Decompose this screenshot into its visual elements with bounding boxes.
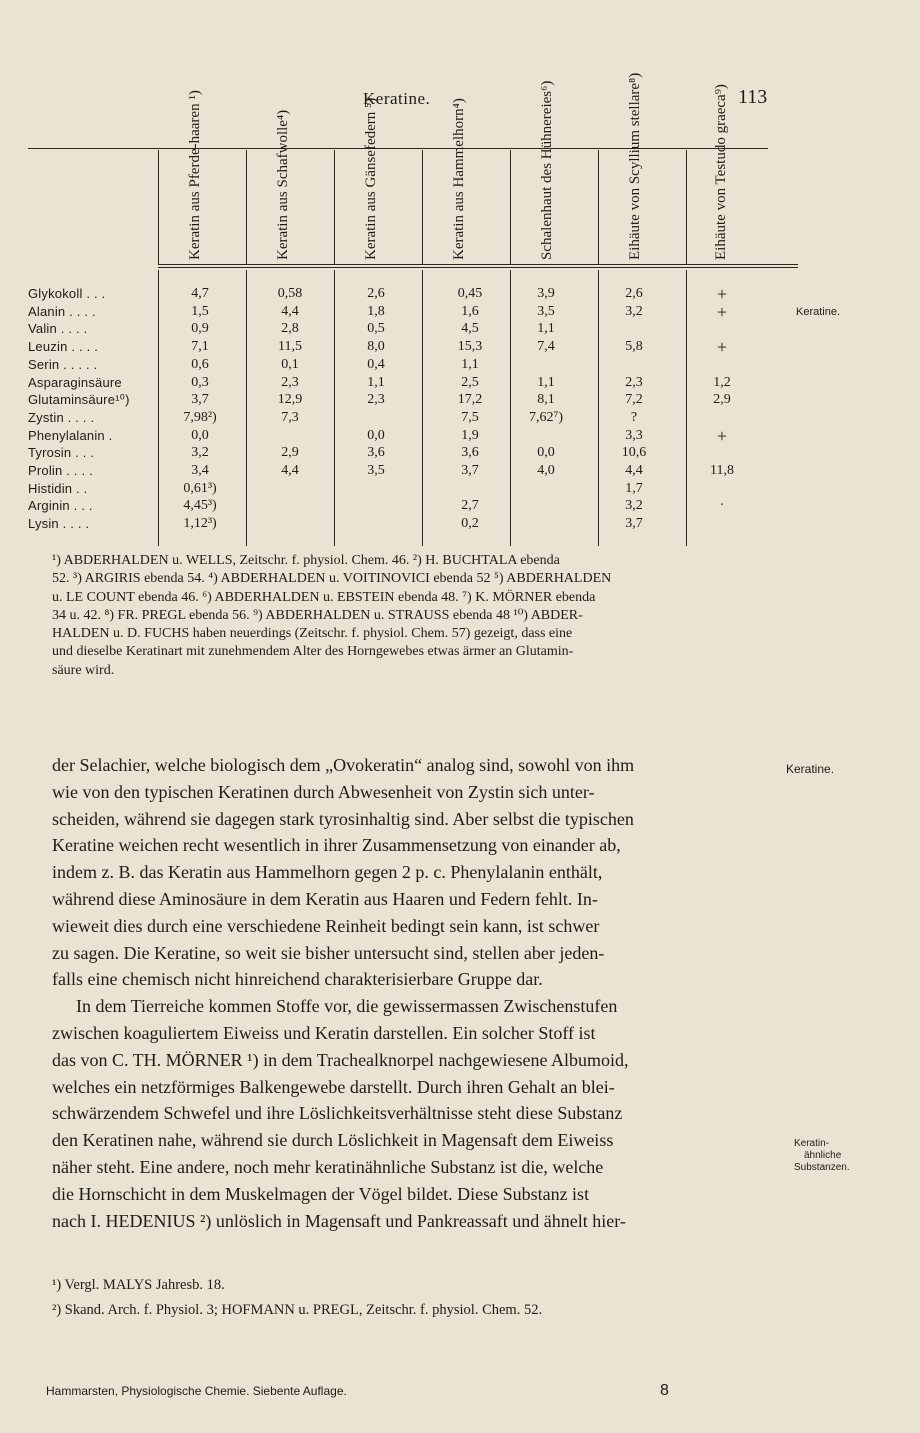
table-cell: 0,61³) <box>183 480 217 496</box>
table-cell: 1,1 <box>537 374 555 390</box>
table-cell: 2,3 <box>367 392 385 408</box>
table-cell: 17,2 <box>457 392 483 408</box>
table-cell: 3,7 <box>461 463 479 478</box>
table-cell: 0,2 <box>461 516 479 532</box>
column-header <box>246 109 335 264</box>
table-cell: 10,6 <box>621 445 647 461</box>
page-footer <box>46 1382 669 1399</box>
table-cell: 4,0 <box>537 463 555 478</box>
table-cell: 2,6 <box>367 286 385 301</box>
margin-note-line: Substanzen. <box>794 1162 850 1173</box>
table-cell: 7,3 <box>281 409 299 425</box>
table-cell: 7,2 <box>625 392 643 408</box>
column-header-text: Keratin aus Hammelhorn⁴) <box>451 98 467 260</box>
table-cell: 0,9 <box>191 321 209 337</box>
table-cell: · <box>719 498 725 514</box>
signature-mark: 8 <box>660 1382 669 1399</box>
table-footnote-line: HALDEN u. D. FUCHS haben neuerdings (Zeitschr. f. physiol. Chem. 57) gezeigt, dass eine <box>52 626 573 642</box>
table-cell: 0,1 <box>281 356 299 372</box>
table-cell: 2,5 <box>461 374 479 390</box>
margin-note-line: ähnliche <box>804 1150 842 1161</box>
table-cell: 7,62⁷) <box>528 409 564 425</box>
table-cell: 1,1 <box>367 374 385 390</box>
table-cell: 7,4 <box>537 339 555 355</box>
column-header-text: Eihäute von Testudo graeca⁹) <box>713 84 729 260</box>
table-row <box>28 445 788 463</box>
body-line: während diese Aminosäure in dem Keratin aus Haaren und Federn fehlt. In- <box>52 888 598 909</box>
table-cell: 1,1 <box>461 356 479 372</box>
table-row <box>28 410 788 428</box>
table-cell: 1,6 <box>461 303 479 319</box>
table-cell: 3,2 <box>191 445 209 461</box>
table-cell: 2,3 <box>281 374 299 390</box>
table-row <box>28 375 788 393</box>
table-footnote-line: 34 u. 42. ⁸) FR. PREGL ebenda 56. ⁹) ABDERHALDEN u. STRAUSS ebenda 48 ¹⁰) ABDER- <box>52 607 583 623</box>
body-line: der Selachier, welche biologisch dem „Ovokeratin“ analog sind, sowohl von ihm <box>52 755 635 775</box>
row-label: Phenylalanin . <box>28 427 113 443</box>
table-cell: 0,0 <box>367 427 385 443</box>
table-cell: 2,3 <box>625 374 643 390</box>
table-cell: 0,4 <box>367 356 385 372</box>
body-line: welches ein netzförmiges Balkengewebe darstellt. Durch ihren Gehalt an blei- <box>52 1076 615 1097</box>
page-footnote: ¹) Vergl. MALYS Jahresb. 18. <box>52 1277 225 1293</box>
column-header-text: Schalenhaut des Hühnereies⁶) <box>539 80 555 260</box>
column-header-text: Eihäute von Scyllium stellare⁸) <box>627 72 643 260</box>
table-row <box>28 339 788 357</box>
table-cell: 1,7 <box>625 480 643 496</box>
table-footnotes <box>52 552 770 680</box>
row-label: Valin . . . . <box>28 321 88 337</box>
table-cell: 1,5 <box>191 303 209 319</box>
table-cell: + <box>716 301 728 322</box>
footer-imprint: Hammarsten, Physiologische Chemie. Siebente Auflage. <box>46 1384 347 1398</box>
column-header <box>598 72 687 264</box>
table-row <box>28 516 788 534</box>
table-cell: 3,7 <box>191 392 209 408</box>
table-footnote-line: säure wird. <box>52 662 115 678</box>
column-header-text: Keratin aus Gänsefedern ⁵) <box>363 97 379 260</box>
row-label: Glykokoll . . . <box>28 286 106 301</box>
body-line: indem z. B. das Keratin aus Hammelhorn gegen 2 p. c. Phenylalanin enthält, <box>52 862 603 883</box>
table-cell: + <box>716 425 728 446</box>
page-footnote: ²) Skand. Arch. f. Physiol. 3; HOFMANN u. PREGL, Zeitschr. f. physiol. Chem. 52. <box>52 1302 543 1318</box>
table-row <box>28 286 788 304</box>
table-header-rule-thin <box>158 267 798 268</box>
page-number: 113 <box>738 86 768 108</box>
margin-note-line: Keratin- <box>794 1138 830 1149</box>
body-line: zwischen koaguliertem Eiweiss und Keratin darstellen. Ein solcher Stoff ist <box>52 1022 596 1043</box>
table-footnote-line: ¹) ABDERHALDEN u. WELLS, Zeitschr. f. physiol. Chem. 46. ²) H. BUCHTALA ebenda <box>52 553 560 568</box>
row-label: Asparaginsäure <box>28 374 122 390</box>
body-line: Keratine weichen recht wesentlich in ihrer Zusammensetzung von einander ab, <box>52 835 621 856</box>
table-cell: 2,9 <box>281 445 299 461</box>
table-row <box>28 392 788 410</box>
table-cell: 1,2 <box>713 374 731 390</box>
table-top-rule <box>28 148 768 149</box>
table-cell: 0,58 <box>277 286 303 301</box>
table-cell: 7,5 <box>461 409 479 425</box>
table-cell: 2,8 <box>281 321 299 337</box>
table-cell: 0,0 <box>537 445 555 461</box>
table-cell: 0,6 <box>191 356 209 372</box>
table-cell: 8,1 <box>537 392 555 408</box>
table-header-rule <box>158 264 798 265</box>
row-label: Glutaminsäure¹⁰) <box>28 392 130 408</box>
table-cell: 3,5 <box>367 463 385 478</box>
table-cell: 3,6 <box>367 445 385 461</box>
table-cell: 3,2 <box>625 498 643 514</box>
table-cell: 0,0 <box>191 427 209 443</box>
table-cell: ? <box>630 409 638 425</box>
table-row <box>28 321 788 339</box>
table-cell: 3,5 <box>537 303 555 319</box>
table-row <box>28 301 788 322</box>
table-cell: 15,3 <box>457 339 483 355</box>
column-header-text: Keratin aus Schafwolle⁴) <box>275 109 291 260</box>
row-label: Histidin . . <box>28 480 88 496</box>
table-cell: 4,45³) <box>183 498 217 514</box>
table-cell: 11,8 <box>710 463 734 478</box>
running-title: Keratine. <box>363 89 431 108</box>
body-line: zu sagen. Die Keratine, so weit sie bisher untersucht sind, stellen aber jeden- <box>52 942 605 963</box>
table-cell: 8,0 <box>367 339 385 355</box>
table-row <box>28 498 788 516</box>
table-cell: 5,8 <box>625 339 643 355</box>
table-cell: 3,9 <box>537 286 555 301</box>
table-cell: 3,6 <box>461 445 479 461</box>
body-line: wieweit dies durch eine verschiedene Reinheit bedingt sein kann, ist schwer <box>52 915 600 936</box>
body-line: scheiden, während sie dagegen stark tyrosinhaltig sind. Aber selbst die typischen <box>52 808 634 829</box>
table-cell: + <box>716 284 728 304</box>
table-cell: 1,12³) <box>183 516 217 532</box>
row-label: Arginin . . . <box>28 498 93 514</box>
column-header <box>158 90 247 264</box>
table-cell: 7,1 <box>191 339 209 355</box>
table-cell: 3,7 <box>625 516 643 532</box>
table-cell: 4,4 <box>281 303 299 319</box>
table-cell: 3,4 <box>191 463 209 478</box>
body-line: näher steht. Eine andere, noch mehr keratinähnliche Substanz ist die, welche <box>52 1156 604 1177</box>
body-line: das von C. TH. MÖRNER ¹) in dem Trachealknorpel nachgewiesene Albumoid, <box>52 1049 629 1070</box>
table-cell: + <box>716 337 728 358</box>
body-line: die Hornschicht in dem Muskelmagen der Vögel bildet. Diese Substanz ist <box>52 1183 590 1204</box>
table-cell: 4,4 <box>625 463 643 478</box>
body-line: schwärzendem Schwefel und ihre Löslichkeitsverhältnisse steht diese Substanz <box>52 1103 623 1124</box>
table-cell: 12,9 <box>277 392 303 408</box>
margin-note-keratine-body: Keratine. <box>786 762 835 776</box>
table-cell: 4,7 <box>191 286 209 301</box>
row-label: Serin . . . . . <box>28 356 98 372</box>
table-cell: 0,3 <box>191 374 209 390</box>
table-cell: 1,9 <box>461 427 479 443</box>
table-cell: 7,98²) <box>183 409 217 425</box>
body-line: den Keratinen nahe, während sie durch Löslichkeit in Magensaft dem Eiweiss <box>52 1130 614 1151</box>
table-cell: 3,2 <box>625 303 643 319</box>
row-label: Tyrosin . . . <box>28 445 95 461</box>
table-row <box>28 463 788 481</box>
body-line: wie von den typischen Keratinen durch Abwesenheit von Zystin sich unter- <box>52 781 595 802</box>
table-row <box>28 425 788 446</box>
table-footnote-line: 52. ³) ARGIRIS ebenda 54. ⁴) ABDERHALDEN u. VOITINOVICI ebenda 52 ⁵) ABDERHALDEN <box>52 571 612 587</box>
body-line: nach I. HEDENIUS ²) unlöslich in Magensaft und Pankreassaft und ähnelt hier- <box>52 1210 626 1231</box>
table-row <box>28 357 788 375</box>
table-cell: 2,9 <box>713 392 731 408</box>
table-cell: 2,6 <box>625 286 643 301</box>
row-label: Prolin . . . . <box>28 463 93 478</box>
table-footnote-line: und dieselbe Keratinart mit zunehmendem Alter des Horngewebes etwas ärmer an Glutamin- <box>52 644 574 660</box>
table-row <box>28 481 788 499</box>
column-header-text: Keratin aus Pferde-haaren ¹) <box>187 90 203 260</box>
margin-note-keratin-similar <box>794 1138 850 1174</box>
row-label: Alanin . . . . <box>28 303 96 319</box>
table-cell: 3,3 <box>625 427 643 443</box>
body-line: falls eine chemisch nicht hinreichend charakterisierbare Gruppe dar. <box>52 969 543 990</box>
column-header <box>422 98 511 264</box>
row-label: Lysin . . . . <box>28 516 90 532</box>
row-label: Zystin . . . . <box>28 409 95 425</box>
table-cell: 1,1 <box>537 321 555 337</box>
table-cell: 4,4 <box>281 463 299 478</box>
table-cell: 2,7 <box>461 498 479 514</box>
table-cell: 11,5 <box>278 339 302 355</box>
table-cell: 4,5 <box>461 321 479 337</box>
body-text <box>52 752 768 1234</box>
row-label: Leuzin . . . . <box>28 339 99 355</box>
table-cell: 1,8 <box>367 303 385 319</box>
table-cell: 0,5 <box>367 321 385 337</box>
table-footnote-line: u. LE COUNT ebenda 46. ⁶) ABDERHALDEN u. EBSTEIN ebenda 48. ⁷) K. MÖRNER ebenda <box>52 589 596 605</box>
page-footnotes <box>52 1276 770 1320</box>
body-line: In dem Tierreiche kommen Stoffe vor, die gewissermassen Zwischenstufen <box>76 996 618 1017</box>
table-cell: 0,45 <box>457 286 483 301</box>
column-header <box>510 80 599 264</box>
margin-note-keratine: Keratine. <box>796 306 841 318</box>
